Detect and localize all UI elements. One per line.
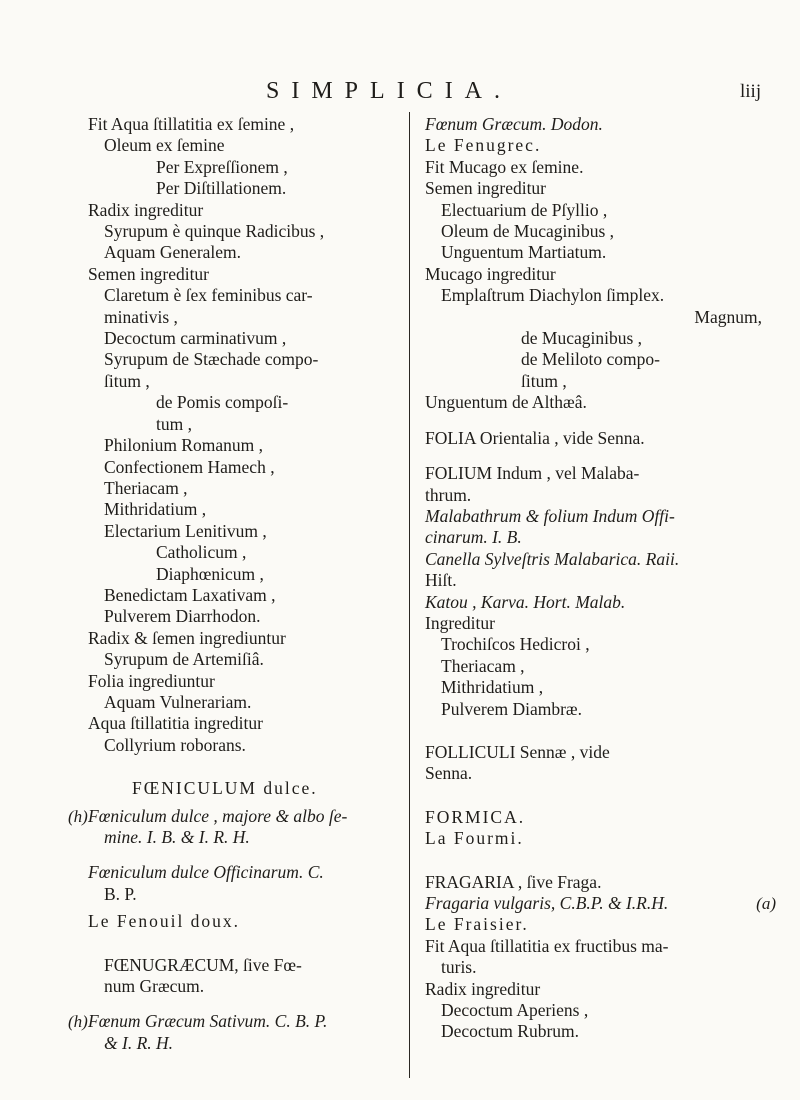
line-text: Pulverem Diambræ. xyxy=(441,698,582,719)
line-text: tum , xyxy=(156,413,192,434)
line-text: B. P. xyxy=(104,883,137,904)
right-text-line xyxy=(425,807,770,828)
right-text-line xyxy=(425,178,770,199)
right-text-line xyxy=(425,157,770,178)
line-text: Decoctum carminativum , xyxy=(104,328,287,349)
line-text: Aquam Generalem. xyxy=(104,242,242,263)
line-text: & I. R. H. xyxy=(104,1032,174,1053)
left-text-line xyxy=(88,307,408,328)
line-text: de Pomis compoſi- xyxy=(156,392,289,413)
line-text: de Mucaginibus , xyxy=(521,328,643,349)
left-text-line xyxy=(88,135,408,156)
running-title: SIMPLICIA. xyxy=(266,78,513,104)
line-text: cinarum. I. B. xyxy=(425,527,522,548)
line-text: Le Fenugrec. xyxy=(425,135,542,156)
left-text-line xyxy=(88,735,408,756)
right-text-line xyxy=(425,221,770,242)
line-text: Syrupum è quinque Radicibus , xyxy=(104,221,325,242)
line-text: FORMICA. xyxy=(425,806,526,827)
line-text: Fœnum Græcum. Dodon. xyxy=(425,114,603,134)
left-text-line xyxy=(88,264,408,285)
right-text-line xyxy=(425,828,770,849)
right-text-line xyxy=(425,872,770,893)
left-text-line xyxy=(88,221,408,242)
margin-note-marker: (a) xyxy=(756,894,776,913)
line-text: Unguentum Martiatum. xyxy=(441,242,607,263)
page-header xyxy=(0,72,800,112)
margin-note-marker: (h) xyxy=(68,806,88,826)
line-text: Pulverem Diarrhodon. xyxy=(104,606,261,627)
line-text: Radix ingreditur xyxy=(88,199,204,220)
line-text: Katou , Karva. Hort. Malab. xyxy=(425,591,626,612)
left-text-line xyxy=(88,478,408,499)
left-text-line xyxy=(88,671,408,692)
left-text-line xyxy=(88,827,408,848)
left-text-line xyxy=(88,349,408,370)
left-text-line xyxy=(88,976,408,997)
line-text: Fit Mucago ex ſemine. xyxy=(425,156,584,177)
right-text-line xyxy=(425,349,770,370)
right-text-line xyxy=(425,485,770,506)
line-text: Le Fenouil doux. xyxy=(88,911,241,932)
line-text: Per Expreſſionem , xyxy=(156,156,288,177)
left-text-line xyxy=(88,778,408,799)
line-text: Oleum de Mucaginibus , xyxy=(441,221,615,242)
left-text-line xyxy=(88,114,408,135)
right-text-line xyxy=(425,463,770,484)
line-text: Electarium Lenitivum , xyxy=(104,520,267,541)
right-text-line xyxy=(425,914,770,935)
right-text-line xyxy=(425,742,770,763)
line-text: Electuarium de Pſyllio , xyxy=(441,199,608,220)
right-text-line xyxy=(425,763,770,784)
left-text-line xyxy=(88,178,408,199)
line-text: Oleum ex ſemine xyxy=(104,135,225,156)
line-text: Fit Aqua ſtillatitia ex fructibus ma- xyxy=(425,935,669,956)
left-text-line xyxy=(88,328,408,349)
line-text: FOLLICULI Sennæ , vide xyxy=(425,741,610,762)
line-text: Claretum è ſex feminibus car- xyxy=(104,285,313,306)
right-text-line xyxy=(425,285,770,306)
left-text-line xyxy=(88,285,408,306)
left-text-line xyxy=(88,521,408,542)
left-text-line xyxy=(88,585,408,606)
line-text: Emplaſtrum Diachylon ſimplex. xyxy=(441,285,665,306)
line-text: Ingreditur xyxy=(425,612,495,633)
right-text-line xyxy=(425,506,770,527)
line-text: Fœnum Græcum Sativum. C. B. P. xyxy=(88,1011,328,1032)
line-text: de Meliloto compo- xyxy=(521,349,661,370)
margin-note-marker: (h) xyxy=(68,1012,88,1032)
left-text-line xyxy=(88,862,408,883)
left-column xyxy=(68,114,408,1054)
line-text: Semen ingreditur xyxy=(88,263,210,284)
left-text-line xyxy=(88,884,408,905)
page-number: liij xyxy=(740,81,762,102)
line-text: Decoctum Rubrum. xyxy=(441,1021,580,1042)
line-text: FŒNICULUM dulce. xyxy=(132,778,318,799)
right-text-line xyxy=(425,428,770,449)
left-text-line xyxy=(88,414,408,435)
left-text-line xyxy=(68,805,408,827)
line-text: Syrupum de Artemiſiâ. xyxy=(104,649,264,670)
line-text: Collyrium roborans. xyxy=(104,734,246,755)
left-text-line xyxy=(88,392,408,413)
right-text-line xyxy=(425,634,770,655)
left-text-line xyxy=(88,955,408,976)
left-text-line xyxy=(88,606,408,627)
left-text-line xyxy=(88,371,408,392)
line-text: Radix & ſemen ingrediuntur xyxy=(88,627,286,648)
right-text-line xyxy=(425,570,770,591)
right-text-line xyxy=(425,135,770,156)
right-column xyxy=(425,114,776,1043)
line-text: FŒNUGRÆCUM, ſive Fœ- xyxy=(104,954,302,975)
line-text: minativis , xyxy=(104,306,178,327)
line-text: FOLIUM Indum , vel Malaba- xyxy=(425,463,640,484)
left-text-line xyxy=(88,499,408,520)
line-text: Hiſt. xyxy=(425,570,457,591)
right-text-line xyxy=(425,957,770,978)
line-text: turis. xyxy=(441,957,477,978)
right-text-line xyxy=(425,1000,770,1021)
right-text-line xyxy=(425,1021,770,1042)
line-text: Fœniculum dulce , majore & albo ſe- xyxy=(88,805,348,826)
line-text: Fit Aqua ſtillatitia ex ſemine , xyxy=(88,114,295,134)
line-text: Malabathrum & folium Indum Offi- xyxy=(425,505,675,526)
right-text-line xyxy=(425,200,770,221)
line-text: Folia ingrediuntur xyxy=(88,670,215,691)
line-text: Mucago ingreditur xyxy=(425,263,556,284)
line-text: Mithridatium , xyxy=(441,677,544,698)
line-text: Le Fraisier. xyxy=(425,914,529,935)
left-text-line xyxy=(88,692,408,713)
right-text-line xyxy=(425,979,770,1000)
line-text: Canella Sylveſtris Malabarica. Raii. xyxy=(425,548,680,569)
right-text-line xyxy=(425,114,770,135)
left-text-line xyxy=(88,628,408,649)
line-text: Mithridatium , xyxy=(104,499,207,520)
line-text: Benedictam Laxativam , xyxy=(104,584,276,605)
left-text-line xyxy=(88,157,408,178)
right-text-line xyxy=(425,699,770,720)
right-text-line xyxy=(425,264,770,285)
left-text-line xyxy=(88,911,408,932)
right-text-line xyxy=(425,656,770,677)
line-text: Decoctum Aperiens , xyxy=(441,1000,589,1021)
right-text-line xyxy=(425,592,770,613)
line-text: Syrupum de Stæchade compo- xyxy=(104,349,319,370)
right-text-line xyxy=(425,307,770,328)
left-text-line xyxy=(88,564,408,585)
right-text-line xyxy=(425,677,770,698)
left-text-line xyxy=(68,1011,408,1032)
left-text-line xyxy=(88,1033,408,1054)
line-text: Diaphœnicum , xyxy=(156,563,264,584)
line-text: FOLIA Orientalia , vide Senna. xyxy=(425,427,645,448)
line-text: Fragaria vulgaris, C.B.P. & I.R.H. xyxy=(425,893,669,913)
line-text: Radix ingreditur xyxy=(425,978,541,999)
left-text-line xyxy=(88,713,408,734)
line-text: Aquam Vulnerariam. xyxy=(104,691,252,712)
right-text-line xyxy=(425,392,770,413)
right-text-line xyxy=(425,893,776,914)
line-text: Senna. xyxy=(425,763,473,784)
line-text: Trochiſcos Hedicroi , xyxy=(441,634,590,655)
line-text: ſitum , xyxy=(104,370,150,391)
line-text: Magnum, xyxy=(694,306,762,327)
line-text: mine. I. B. & I. R. H. xyxy=(104,827,250,847)
line-text: Confectionem Hamech , xyxy=(104,456,275,477)
line-text: ſitum , xyxy=(521,370,567,391)
line-text: num Græcum. xyxy=(104,976,205,997)
line-text: Philonium Romanum , xyxy=(104,435,263,456)
line-text: La Fourmi. xyxy=(425,828,524,849)
line-text: Semen ingreditur xyxy=(425,178,547,199)
line-text: Fœniculum dulce Officinarum. C. xyxy=(88,862,324,883)
left-text-line xyxy=(88,457,408,478)
right-text-line xyxy=(425,613,770,634)
line-text: Catholicum , xyxy=(156,542,247,563)
line-text: Theriacam , xyxy=(104,477,188,498)
right-text-line xyxy=(425,371,770,392)
right-text-line xyxy=(425,936,770,957)
line-text: Aqua ſtillatitia ingreditur xyxy=(88,713,263,734)
line-text: FRAGARIA , ſive Fraga. xyxy=(425,871,602,892)
left-text-line xyxy=(88,242,408,263)
right-text-line xyxy=(425,549,770,570)
line-text: thrum. xyxy=(425,484,472,505)
right-text-line xyxy=(425,242,770,263)
line-text: Unguentum de Althæâ. xyxy=(425,392,587,413)
line-text: Theriacam , xyxy=(441,655,525,676)
left-text-line xyxy=(88,649,408,670)
right-text-line xyxy=(425,527,770,548)
line-text: Per Diſtillationem. xyxy=(156,178,287,199)
left-text-line xyxy=(88,435,408,456)
right-text-line xyxy=(425,328,770,349)
left-text-line xyxy=(88,200,408,221)
column-divider xyxy=(409,112,410,1078)
left-text-line xyxy=(88,542,408,563)
